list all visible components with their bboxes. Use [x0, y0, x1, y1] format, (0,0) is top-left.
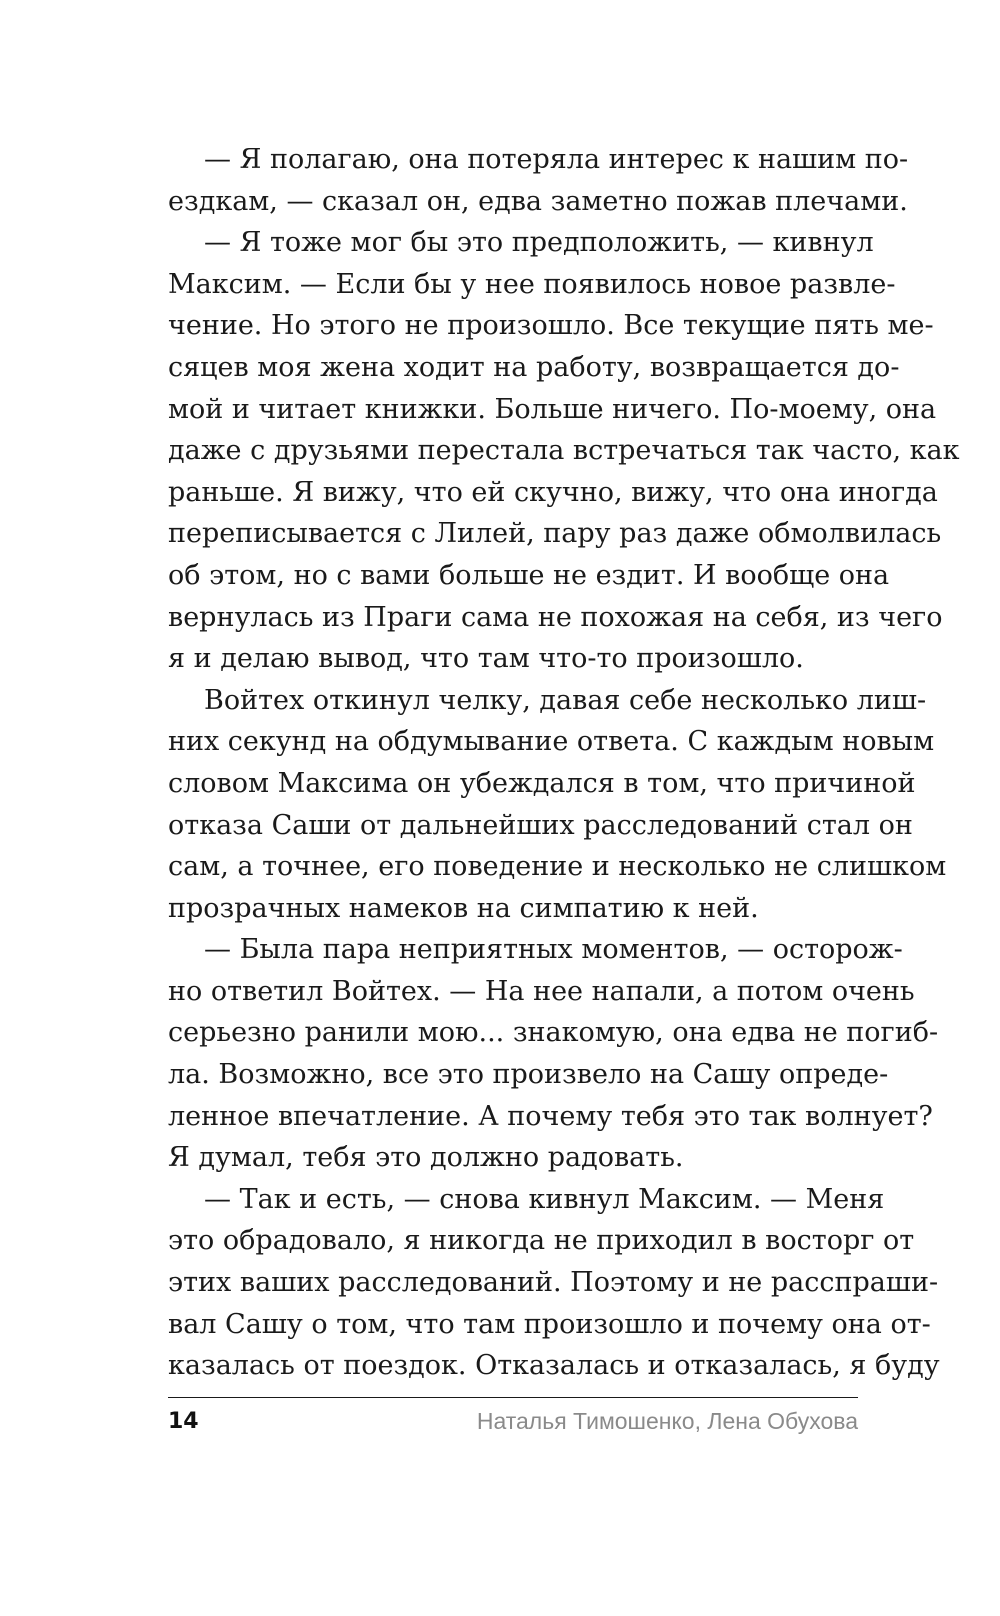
- text-line: Я думал, тебя это должно радовать.: [168, 1142, 684, 1174]
- text-line: — Была пара неприятных моментов, — осторож-: [204, 934, 903, 966]
- text-line: — Так и есть, — снова кивнул Максим. — Меня: [204, 1183, 885, 1215]
- footer-divider: [168, 1397, 858, 1398]
- text-line: вернулась из Праги сама не похожая на себя, из чего: [168, 601, 943, 633]
- text-line: сяцев моя жена ходит на работу, возвращается до-: [168, 351, 900, 383]
- text-line: Максим. — Если бы у нее появилось новое развле-: [168, 268, 896, 300]
- text-line: я и делаю вывод, что там что-то произошло.: [168, 643, 804, 675]
- text-line: — Я полагаю, она потеряла интерес к нашим по-: [204, 144, 909, 175]
- text-line: мой и читает книжки. Больше ничего. По-моему, она: [168, 393, 937, 425]
- text-line: но ответил Войтех. — На нее напали, а потом очень: [168, 975, 915, 1007]
- text-line: словом Максима он убеждался в том, что причиной: [168, 767, 916, 799]
- text-line: чение. Но этого не произошло. Все текущие пять ме-: [168, 310, 934, 342]
- text-line: — Я тоже мог бы это предположить, — кивнул: [204, 227, 874, 259]
- text-line: вал Сашу о том, что там произошло и почему она от-: [168, 1308, 931, 1340]
- text-line: ленное впечатление. А почему тебя это так волнует?: [168, 1100, 933, 1132]
- text-line: казалась от поездок. Отказалась и отказалась, я буду: [168, 1350, 940, 1382]
- text-line: ла. Возможно, все это произвело на Сашу опреде-: [168, 1059, 889, 1091]
- text-line: об этом, но с вами больше не ездит. И вообще она: [168, 559, 890, 591]
- body-text: [168, 139, 960, 1387]
- page-footer: [168, 1403, 858, 1439]
- text-line: сам, а точнее, его поведение и несколько не слишком: [168, 851, 947, 883]
- text-line: ездкам, — сказал он, едва заметно пожав плечами.: [168, 185, 908, 217]
- text-line: них секунд на обдумывание ответа. С каждым новым: [168, 726, 935, 758]
- text-line: отказа Саши от дальнейших расследований стал он: [168, 809, 913, 841]
- text-line: это обрадовало, я никогда не приходил в восторг от: [168, 1225, 915, 1257]
- text-line: серьезно ранили мою... знакомую, она едва не погиб-: [168, 1017, 939, 1049]
- running-footer-authors: Наталья Тимошенко, Лена Обухова: [476, 1407, 858, 1434]
- page-number: 14: [168, 1408, 199, 1434]
- text-line: этих ваших расследований. Поэтому и не расспраши-: [168, 1267, 939, 1299]
- text-line: Войтех откинул челку, давая себе несколько лиш-: [204, 684, 927, 716]
- text-line: прозрачных намеков на симпатию к ней.: [168, 892, 759, 924]
- text-line: даже с друзьями перестала встречаться так часто, как: [168, 435, 960, 467]
- text-line: переписывается с Лилей, пару раз даже обмолвилась: [168, 518, 942, 550]
- text-line: раньше. Я вижу, что ей скучно, вижу, что она иногда: [168, 476, 938, 508]
